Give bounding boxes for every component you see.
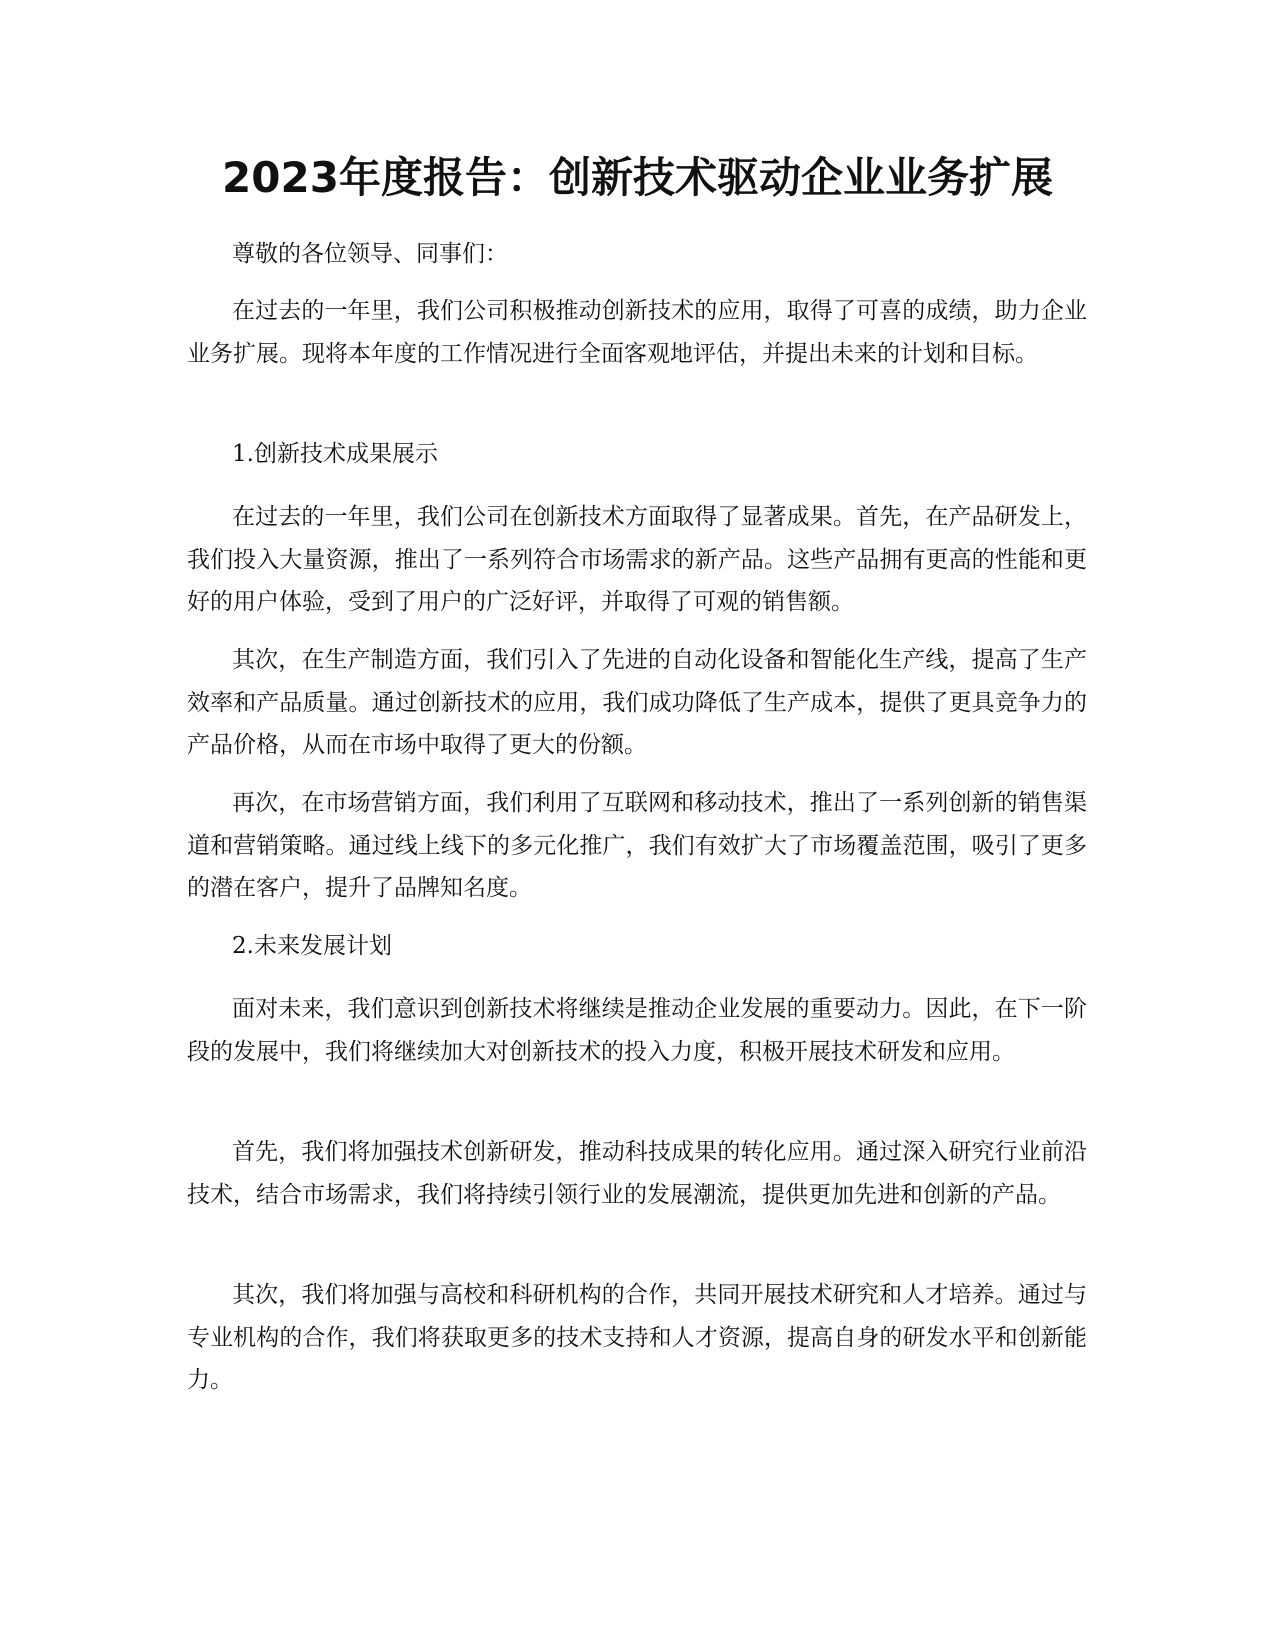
section1-heading: 1.创新技术成果展示 [232,441,438,467]
section2-heading: 2.未来发展计划 [232,933,392,959]
section2-paragraph-1: 面对未来，我们意识到创新技术将继续是推动企业发展的重要动力。因此，在下一阶段的发展中，我们将继续加大对创新技术的投入力度，积极开展技术研发和应用。 [187,996,1087,1065]
section1-paragraph-1: 在过去的一年里，我们公司在创新技术方面取得了显著成果。首先，在产品研发上，我们投入大量资源，推出了一系列符合市场需求的新产品。这些产品拥有更高的性能和更好的用户体验，受到了用户的广泛好评，并取得了可观的销售额。 [187,504,1087,615]
section1-paragraph-3: 再次，在市场营销方面，我们利用了互联网和移动技术，推出了一系列创新的销售渠道和营销策略。通过线上线下的多元化推广，我们有效扩大了市场覆盖范围，吸引了更多的潜在客户，提升了品牌知名度。 [187,790,1087,901]
document-title: 2023年度报告：创新技术驱动企业业务扩展 [222,153,1053,202]
section2-paragraph-3: 其次，我们将加强与高校和科研机构的合作，共同开展技术研究和人才培养。通过与专业机构的合作，我们将获取更多的技术支持和人才资源，提高自身的研发水平和创新能力。 [187,1282,1087,1393]
section1-paragraph-2: 其次，在生产制造方面，我们引入了先进的自动化设备和智能化生产线，提高了生产效率和产品质量。通过创新技术的应用，我们成功降低了生产成本，提供了更具竞争力的产品价格，从而在市场中取得了更大的份额。 [187,647,1087,758]
greeting-paragraph: 尊敬的各位领导、同事们： [232,241,508,267]
intro-paragraph: 在过去的一年里，我们公司积极推动创新技术的应用，取得了可喜的成绩，助力企业业务扩展。现将本年度的工作情况进行全面客观地评估，并提出未来的计划和目标。 [187,298,1087,367]
section2-paragraph-2: 首先，我们将加强技术创新研发，推动科技成果的转化应用。通过深入研究行业前沿技术，结合市场需求，我们将持续引领行业的发展潮流，提供更加先进和创新的产品。 [187,1139,1087,1208]
